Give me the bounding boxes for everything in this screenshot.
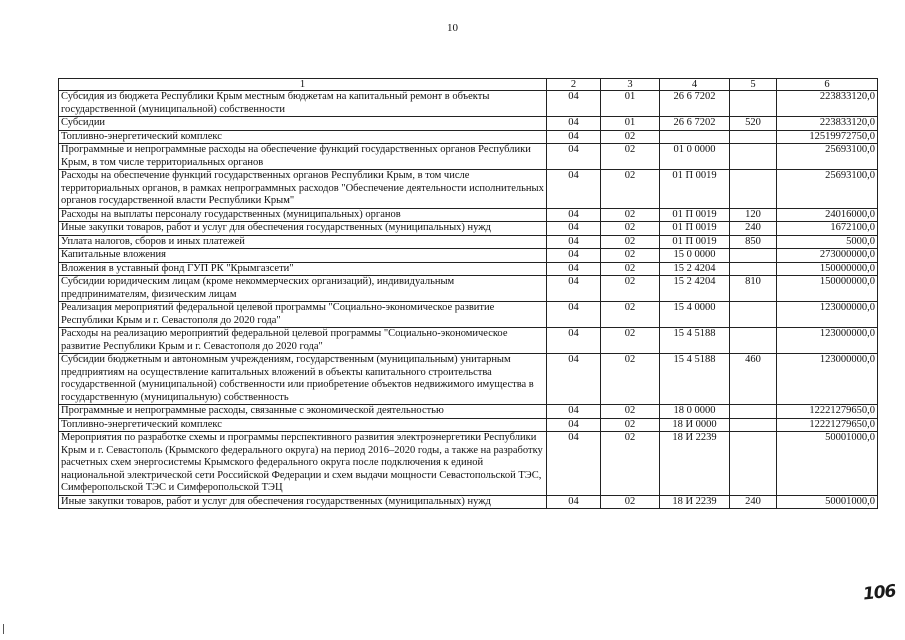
cell-section: 04 [547, 91, 601, 117]
column-header: 4 [660, 79, 730, 91]
cell-subsection: 02 [601, 354, 660, 405]
table-row [59, 302, 878, 328]
cell-section: 04 [547, 495, 601, 509]
cell-amount: 123000000,0 [777, 354, 878, 405]
cell-amount: 12221279650,0 [777, 405, 878, 419]
cell-name: Иные закупки товаров, работ и услуг для обеспечения государственных (муниципальных) нужд [59, 495, 547, 509]
cell-section: 04 [547, 249, 601, 263]
cell-expense-type: 520 [730, 117, 777, 131]
cell-name: Иные закупки товаров, работ и услуг для обеспечения государственных (муниципальных) нужд [59, 222, 547, 236]
cell-subsection: 02 [601, 208, 660, 222]
cell-subsection: 02 [601, 144, 660, 170]
cell-subsection: 02 [601, 262, 660, 276]
cell-amount: 25693100,0 [777, 170, 878, 209]
cell-name: Субсидии бюджетным и автономным учреждениям, государственным (муниципальным) унитарным предприятиям на осуществление капитальных вложений в объекты капитального строительства государственной (муниципальной) собственности или приобретение объектов недвижимого имущества в государственную (муниципальную) собственность [59, 354, 547, 405]
cell-subsection: 02 [601, 235, 660, 249]
cell-target-article: 18 И 0000 [660, 418, 730, 432]
cell-expense-type: 120 [730, 208, 777, 222]
cell-expense-type [730, 302, 777, 328]
cell-name: Субсидии юридическим лицам (кроме некоммерческих организаций), индивидуальным предпринимателям, физическим лицам [59, 276, 547, 302]
table-row [59, 130, 878, 144]
cell-target-article: 15 4 0000 [660, 302, 730, 328]
cell-section: 04 [547, 235, 601, 249]
cell-name: Вложения в уставный фонд ГУП РК "Крымгазсети" [59, 262, 547, 276]
table-row [59, 222, 878, 236]
cell-expense-type [730, 432, 777, 496]
cell-name: Уплата налогов, сборов и иных платежей [59, 235, 547, 249]
handwritten-page-mark: 106 [862, 581, 897, 605]
column-header: 1 [59, 79, 547, 91]
cell-subsection: 02 [601, 276, 660, 302]
cell-expense-type: 850 [730, 235, 777, 249]
cell-subsection: 02 [601, 170, 660, 209]
cell-subsection: 02 [601, 130, 660, 144]
table-row [59, 249, 878, 263]
table-row [59, 495, 878, 509]
cell-name: Расходы на выплаты персоналу государственных (муниципальных) органов [59, 208, 547, 222]
cell-amount: 50001000,0 [777, 432, 878, 496]
cell-section: 04 [547, 432, 601, 496]
cell-target-article: 15 2 4204 [660, 262, 730, 276]
table-row [59, 208, 878, 222]
table-row [59, 235, 878, 249]
cell-amount: 150000000,0 [777, 262, 878, 276]
cell-section: 04 [547, 328, 601, 354]
cell-target-article: 01 П 0019 [660, 222, 730, 236]
column-header: 2 [547, 79, 601, 91]
cell-target-article: 15 4 5188 [660, 328, 730, 354]
cell-subsection: 02 [601, 328, 660, 354]
cell-subsection: 01 [601, 117, 660, 131]
cell-subsection: 01 [601, 91, 660, 117]
cell-target-article: 01 П 0019 [660, 170, 730, 209]
cell-expense-type [730, 262, 777, 276]
cell-amount: 150000000,0 [777, 276, 878, 302]
cell-name: Реализация мероприятий федеральной целевой программы "Социально-экономическое развитие Республики Крым и г. Севастополя до 2020 года" [59, 302, 547, 328]
cell-name: Капитальные вложения [59, 249, 547, 263]
cell-amount: 123000000,0 [777, 302, 878, 328]
cell-section: 04 [547, 144, 601, 170]
cell-name: Программные и непрограммные расходы на обеспечение функций государственных органов Республики Крым, в том числе территориальных органов [59, 144, 547, 170]
cell-section: 04 [547, 276, 601, 302]
cell-expense-type: 240 [730, 495, 777, 509]
cell-subsection: 02 [601, 249, 660, 263]
cell-subsection: 02 [601, 495, 660, 509]
cell-target-article: 01 0 0000 [660, 144, 730, 170]
cell-target-article: 15 4 5188 [660, 354, 730, 405]
cell-name: Субсидия из бюджета Республики Крым местным бюджетам на капитальный ремонт в объекты государственной (муниципальной) собственности [59, 91, 547, 117]
page-number: 10 [447, 22, 458, 34]
cell-amount: 5000,0 [777, 235, 878, 249]
cell-section: 04 [547, 405, 601, 419]
cell-name: Расходы на реализацию мероприятий федеральной целевой программы "Социально-экономическое развитие Республики Крым и г. Севастополя до 2020 года" [59, 328, 547, 354]
cell-target-article: 01 П 0019 [660, 235, 730, 249]
table-row [59, 117, 878, 131]
table-row [59, 405, 878, 419]
cell-amount: 50001000,0 [777, 495, 878, 509]
cell-expense-type [730, 328, 777, 354]
cell-expense-type [730, 91, 777, 117]
cell-subsection: 02 [601, 222, 660, 236]
cell-target-article [660, 130, 730, 144]
cell-amount: 223833120,0 [777, 117, 878, 131]
cell-section: 04 [547, 117, 601, 131]
cell-name: Субсидии [59, 117, 547, 131]
cell-expense-type: 810 [730, 276, 777, 302]
cell-section: 04 [547, 208, 601, 222]
cell-section: 04 [547, 354, 601, 405]
cell-target-article: 18 И 2239 [660, 495, 730, 509]
cell-name: Топливно-энергетический комплекс [59, 130, 547, 144]
cell-amount: 223833120,0 [777, 91, 878, 117]
cell-target-article: 26 6 7202 [660, 91, 730, 117]
cell-expense-type [730, 249, 777, 263]
cell-target-article: 26 6 7202 [660, 117, 730, 131]
cell-target-article: 18 И 2239 [660, 432, 730, 496]
column-header: 6 [777, 79, 878, 91]
cell-section: 04 [547, 222, 601, 236]
cell-section: 04 [547, 262, 601, 276]
cell-expense-type [730, 170, 777, 209]
cell-amount: 25693100,0 [777, 144, 878, 170]
cell-expense-type [730, 418, 777, 432]
cell-name: Мероприятия по разработке схемы и программы перспективного развития электроэнергетики Республики Крым и г. Севастополь (Крымского федерального округа) на период 2016–2020 годы, а также на разработку расчетных схем энергосистемы Крымского федерального округа после подключения к единой национальной электрической сети Российской Федерации и схем выдачи мощности Севастопольской ТЭС, Симферопольской ТЭС и Симферопольской ТЭЦ [59, 432, 547, 496]
cell-amount: 123000000,0 [777, 328, 878, 354]
cell-name: Программные и непрограммные расходы, связанные с экономической деятельностью [59, 405, 547, 419]
cell-amount: 12221279650,0 [777, 418, 878, 432]
cell-name: Расходы на обеспечение функций государственных органов Республики Крым, в том числе территориальных органов, в рамках непрограммных расходов "Обеспечение деятельности исполнительных органов государственной власти Республики Крым" [59, 170, 547, 209]
cell-subsection: 02 [601, 432, 660, 496]
cell-section: 04 [547, 130, 601, 144]
table-row [59, 276, 878, 302]
table-row [59, 91, 878, 117]
budget-table [58, 78, 878, 509]
table-row [59, 418, 878, 432]
cell-target-article: 01 П 0019 [660, 208, 730, 222]
cell-expense-type [730, 405, 777, 419]
cell-expense-type: 240 [730, 222, 777, 236]
table-row [59, 144, 878, 170]
cell-subsection: 02 [601, 302, 660, 328]
cell-target-article: 15 2 4204 [660, 276, 730, 302]
column-header: 3 [601, 79, 660, 91]
table-header-row [59, 79, 878, 91]
cell-subsection: 02 [601, 405, 660, 419]
cell-amount: 24016000,0 [777, 208, 878, 222]
margin-mark [3, 624, 4, 634]
cell-target-article: 15 0 0000 [660, 249, 730, 263]
cell-expense-type [730, 130, 777, 144]
table-row [59, 432, 878, 496]
cell-section: 04 [547, 170, 601, 209]
cell-subsection: 02 [601, 418, 660, 432]
cell-expense-type [730, 144, 777, 170]
cell-section: 04 [547, 418, 601, 432]
cell-amount: 1672100,0 [777, 222, 878, 236]
table-row [59, 354, 878, 405]
table-row [59, 262, 878, 276]
cell-name: Топливно-энергетический комплекс [59, 418, 547, 432]
column-header: 5 [730, 79, 777, 91]
table-row [59, 328, 878, 354]
cell-section: 04 [547, 302, 601, 328]
cell-amount: 273000000,0 [777, 249, 878, 263]
table-row [59, 170, 878, 209]
cell-amount: 12519972750,0 [777, 130, 878, 144]
cell-expense-type: 460 [730, 354, 777, 405]
cell-target-article: 18 0 0000 [660, 405, 730, 419]
